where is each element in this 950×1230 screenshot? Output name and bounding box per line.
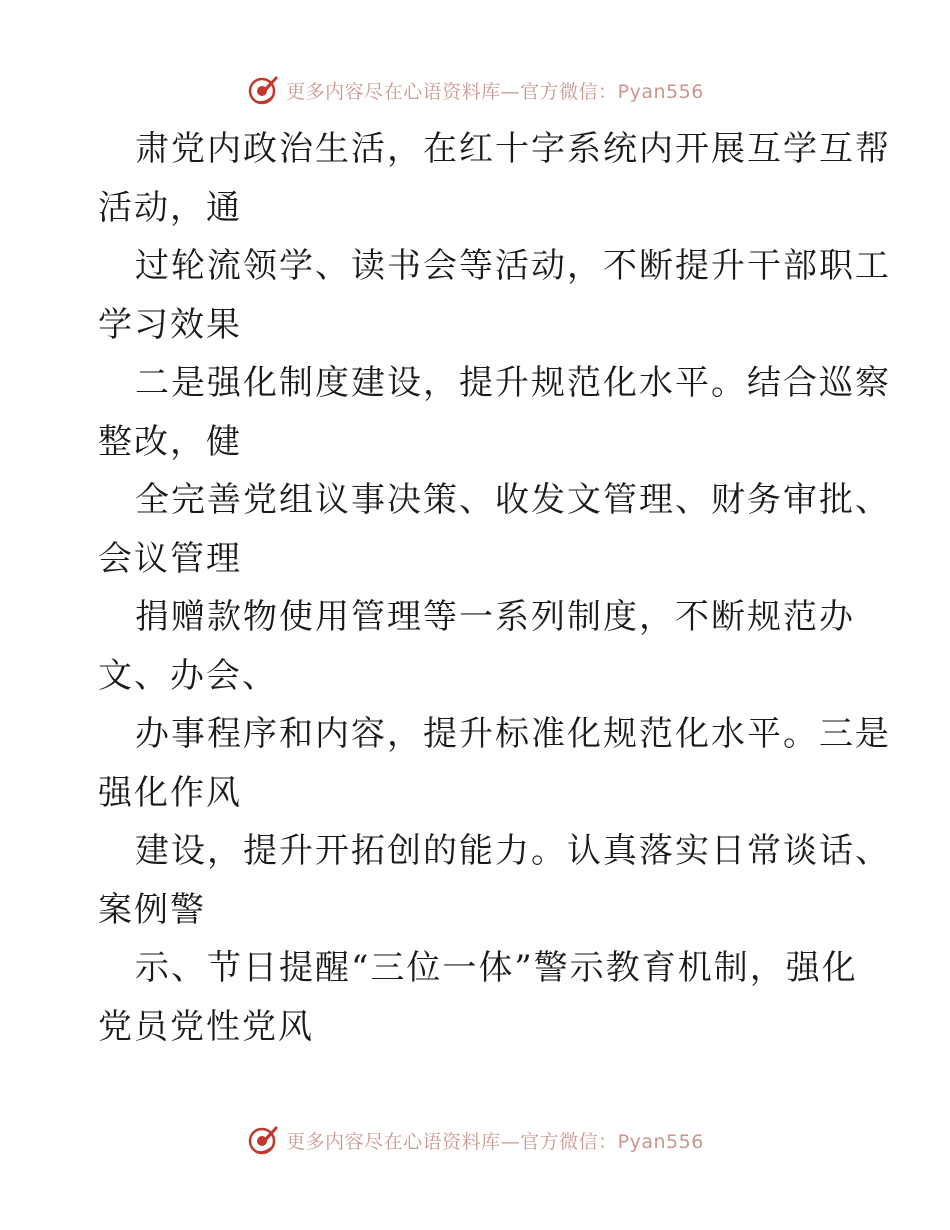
watermark-wechat-id: Pyan556: [617, 80, 704, 103]
text-line: 党员党性党风: [98, 1006, 314, 1047]
text-line: 文、办会、: [98, 655, 278, 696]
text-line: 建设，提升开拓创的能力。认真落实日常谈话、: [135, 831, 891, 871]
pen-logo-icon: [246, 1123, 280, 1157]
text-line: 二是强化制度建设，提升规范化水平。结合巡察: [135, 363, 891, 403]
text-line: 案例警: [98, 889, 206, 930]
text-line: 示、节日提醒“三位一体”警示教育机制，强化: [135, 948, 858, 988]
watermark-text: 更多内容尽在心语资料库—官方微信：Pyan556: [286, 1130, 704, 1153]
text-line: 办事程序和内容，提升标准化规范化水平。三是: [135, 714, 891, 754]
text-line: 整改，健: [98, 421, 242, 462]
pen-logo-icon: [246, 73, 280, 107]
text-line: 捐赠款物使用管理等一系列制度，不断规范办: [135, 597, 855, 637]
document-body: [98, 120, 891, 1056]
watermark-text: 更多内容尽在心语资料库—官方微信：Pyan556: [286, 80, 704, 103]
text-line: 强化作风: [98, 772, 242, 813]
text-line: 学习效果: [98, 304, 242, 345]
text-line: 会议管理: [98, 538, 242, 579]
header-watermark: [0, 70, 950, 110]
text-line: 全完善党组议事决策、收发文管理、财务审批、: [135, 480, 891, 520]
text-line: 过轮流领学、读书会等活动，不断提升干部职工: [135, 246, 891, 286]
watermark-wechat-id: Pyan556: [617, 1130, 704, 1153]
text-line: 活动，通: [98, 187, 242, 228]
footer-watermark: [0, 1120, 950, 1160]
text-line: 肃党内政治生活，在红十字系统内开展互学互帮: [135, 129, 891, 169]
